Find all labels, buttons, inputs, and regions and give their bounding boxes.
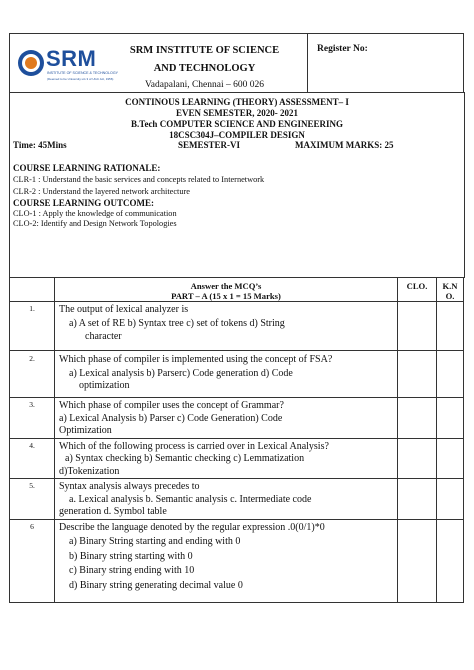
outcome-item: CLO-1 : Apply the knowledge of communication xyxy=(13,209,177,218)
rationale-heading: COURSE LEARNING RATIONALE: xyxy=(13,163,161,173)
course-info-block xyxy=(9,92,465,278)
clo-cell xyxy=(398,302,437,351)
exam-course: 18CSC304J–COMPILER DESIGN xyxy=(169,130,305,140)
header-clo-cell xyxy=(398,278,437,302)
institute-name-line1: SRM INSTITUTE OF SCIENCE xyxy=(129,45,280,56)
question-number-cell xyxy=(10,351,55,398)
question-text: Which phase of compiler uses the concept of Grammar? xyxy=(59,400,284,411)
institute-cell xyxy=(102,34,308,93)
kno-cell xyxy=(437,398,464,439)
question-options-cont: Optimization xyxy=(59,425,112,436)
question-text: The output of lexical analyzer is xyxy=(59,304,189,315)
question-options-cont: character xyxy=(85,331,122,342)
question-number: 6 xyxy=(30,521,34,531)
header-num-cell xyxy=(10,278,55,302)
question-text: Which phase of compiler is implemented using the concept of FSA? xyxy=(59,354,333,365)
kno-cell xyxy=(437,519,464,602)
exam-time: Time: 45Mins xyxy=(13,140,67,150)
question-options-cont: optimization xyxy=(79,380,130,391)
kno-cell xyxy=(437,351,464,398)
table-row xyxy=(10,438,464,479)
table-row xyxy=(10,302,464,351)
table-header-row xyxy=(10,278,464,302)
questions-table xyxy=(9,277,464,603)
question-cell xyxy=(55,351,398,398)
institute-location: Vadapalani, Chennai – 600 026 xyxy=(145,80,264,90)
question-text: Syntax analysis always precedes to xyxy=(59,481,200,492)
question-cell xyxy=(55,302,398,351)
question-number-cell xyxy=(10,398,55,439)
question-number: 3. xyxy=(29,400,35,409)
srm-emblem-icon xyxy=(16,48,46,78)
table-row xyxy=(10,351,464,398)
header-kno-cell xyxy=(437,278,464,302)
question-option-d: d) Binary string generating decimal value 0 xyxy=(69,579,243,591)
exam-meta-row xyxy=(10,140,464,153)
header-table xyxy=(9,33,464,93)
answer-mcq-label: Answer the MCQ’s xyxy=(190,281,262,291)
question-number-cell xyxy=(10,479,55,520)
clo-cell xyxy=(398,438,437,479)
question-number: 4. xyxy=(29,440,35,450)
institute-name-line2: AND TECHNOLOGY xyxy=(153,63,256,74)
question-number: 2. xyxy=(29,354,35,363)
question-number: 1. xyxy=(29,304,35,313)
question-text: Describe the language denoted by the regular expression .0(0/1)*0 xyxy=(59,521,325,533)
rationale-item: CLR-1 : Understand the basic services and concepts related to Internetwork xyxy=(13,175,265,184)
clo-label: CLO. xyxy=(406,281,428,291)
question-cell xyxy=(55,398,398,439)
question-options-cont: d)Tokenization xyxy=(59,465,120,477)
question-options: a) Syntax checking b) Semantic checking c) Lemmatization xyxy=(65,453,305,464)
logo-tagline: (Deemed to be University u/s 3 of UGC Act, 1956) xyxy=(47,77,114,81)
clo-cell xyxy=(398,479,437,520)
register-cell xyxy=(308,34,464,93)
exam-title: CONTINOUS LEARNING (THEORY) ASSESSMENT– I xyxy=(125,97,349,107)
srm-logo xyxy=(10,34,119,92)
question-options: a) Lexical Analysis b) Parser c) Code Generation) Code xyxy=(59,412,283,424)
logo-text: SRM xyxy=(46,46,97,71)
header-title-cell xyxy=(55,278,398,302)
part-a-label: PART – A (15 x 1 = 15 Marks) xyxy=(171,291,281,301)
question-options: a) Lexical analysis b) Parserc) Code generation d) Code xyxy=(69,367,293,379)
kno-label-1: K.N xyxy=(442,281,458,291)
kno-cell xyxy=(437,302,464,351)
table-row xyxy=(10,398,464,439)
question-number-cell xyxy=(10,519,55,602)
question-number-cell xyxy=(10,302,55,351)
question-cell xyxy=(55,438,398,479)
question-options-cont: generation d. Symbol table xyxy=(59,506,167,517)
clo-cell xyxy=(398,398,437,439)
logo-subtext: INSTITUTE OF SCIENCE & TECHNOLOGY xyxy=(47,71,119,75)
register-label: Register No: xyxy=(317,44,368,54)
question-cell xyxy=(55,479,398,520)
clo-cell xyxy=(398,351,437,398)
outcome-item: CLO-2: Identify and Design Network Topologies xyxy=(13,219,177,228)
question-option-b: b) Binary string starting with 0 xyxy=(69,550,193,562)
question-number: 5. xyxy=(29,481,35,490)
question-option-c: c) Binary string ending with 10 xyxy=(69,565,195,576)
kno-label-2: O. xyxy=(445,291,455,301)
exam-program: B.Tech COMPUTER SCIENCE AND ENGINEERING xyxy=(131,119,343,129)
table-row xyxy=(10,479,464,520)
question-text: Which of the following process is carried over in Lexical Analysis? xyxy=(59,440,329,452)
question-options: a) A set of RE b) Syntax tree c) set of tokens d) String xyxy=(69,317,285,329)
question-cell xyxy=(55,519,398,602)
question-option-a: a) Binary String starting and ending with 0 xyxy=(69,536,241,547)
exam-max-marks: MAXIMUM MARKS: 25 xyxy=(295,140,394,150)
kno-cell xyxy=(437,479,464,520)
exam-semester: SEMESTER-VI xyxy=(178,140,241,150)
rationale-item: CLR-2 : Understand the layered network architecture xyxy=(13,187,190,196)
clo-cell xyxy=(398,519,437,602)
table-row xyxy=(10,519,464,602)
exam-semester-line: EVEN SEMESTER, 2020- 2021 xyxy=(175,108,299,118)
question-options: a. Lexical analysis b. Semantic analysis c. Intermediate code xyxy=(69,493,312,505)
logo-cell xyxy=(10,34,119,93)
outcome-heading: COURSE LEARNING OUTCOME: xyxy=(13,198,155,208)
question-number-cell xyxy=(10,438,55,479)
kno-cell xyxy=(437,438,464,479)
